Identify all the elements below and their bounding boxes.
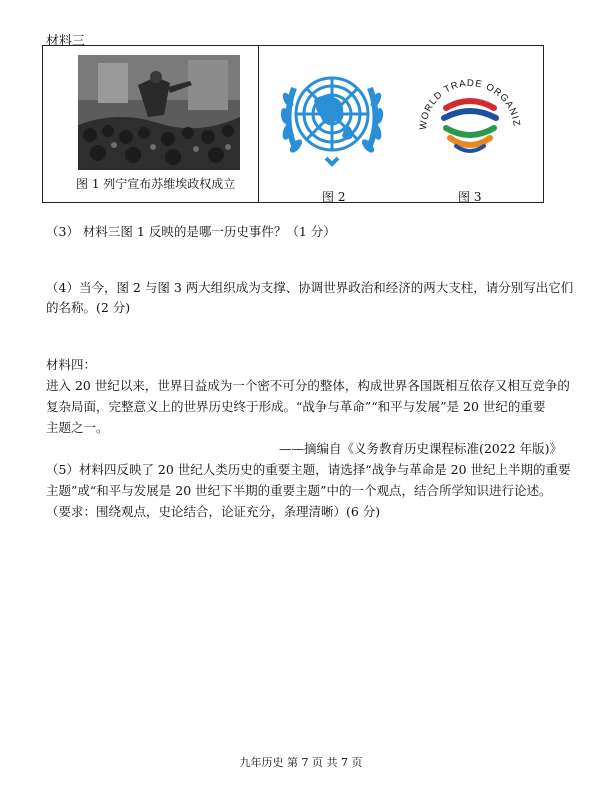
figure-table-divider [258, 45, 259, 203]
section4-title: 材料四： [46, 357, 97, 372]
question-4-line1: （4）当今，图 2 与图 3 两大组织成为支撑、协调世界政治和经济的两大支柱，请分别写出它们 [46, 280, 574, 295]
un-emblem [276, 60, 388, 172]
question-5-line2: 主题”或“和平与发展是 20 世纪下半期的重要主题”中的一个观点，结合所学知识进行论述。 [46, 483, 552, 498]
un-emblem-icon [276, 60, 388, 172]
question-5-line1: （5）材料四反映了 20 世纪人类历史的重要主题，请选择“战争与革命是 20 世纪上半期的重要 [46, 462, 571, 477]
wto-logo [410, 58, 530, 178]
question-5-line3: （要求：围绕观点，史论结合，论证充分，条理清晰）(6 分) [46, 504, 381, 519]
fig1-caption: 图 1 列宁宣布苏维埃政权成立 [76, 177, 236, 191]
wto-logo-text: WORLD TRADE ORGANIZ [417, 77, 522, 131]
section4-para-line1: 进入 20 世纪以来，世界日益成为一个密不可分的整体，构成世界各国既相互依存又相互竞争的 [46, 378, 570, 393]
section3-title: 材料三 [46, 34, 86, 49]
wto-logo-icon [410, 58, 530, 178]
lenin-photo [78, 55, 240, 170]
section4-para-line2: 复杂局面，完整意义上的世界历史终于形成。“战争与革命”“和平与发展”是 20 世纪的重要 [46, 399, 546, 414]
section4-source: ——摘编自《义务教育历史课程标准(2022 年版)》 [278, 441, 562, 456]
question-3: （3） 材料三图 1 反映的是哪一历史事件？（1 分） [46, 224, 336, 239]
fig2-caption: 图 2 [322, 190, 346, 204]
fig3-caption: 图 3 [458, 190, 482, 204]
svg-text:WORLD TRADE ORGANIZATION [410, 58, 522, 130]
page-footer: 九年历史 第 7 页 共 7 页 [239, 756, 363, 769]
lenin-photo-graphic [78, 55, 240, 170]
question-4-line2: 的名称。(2 分) [46, 300, 131, 315]
section4-para-line3: 主题之一。 [46, 420, 109, 435]
